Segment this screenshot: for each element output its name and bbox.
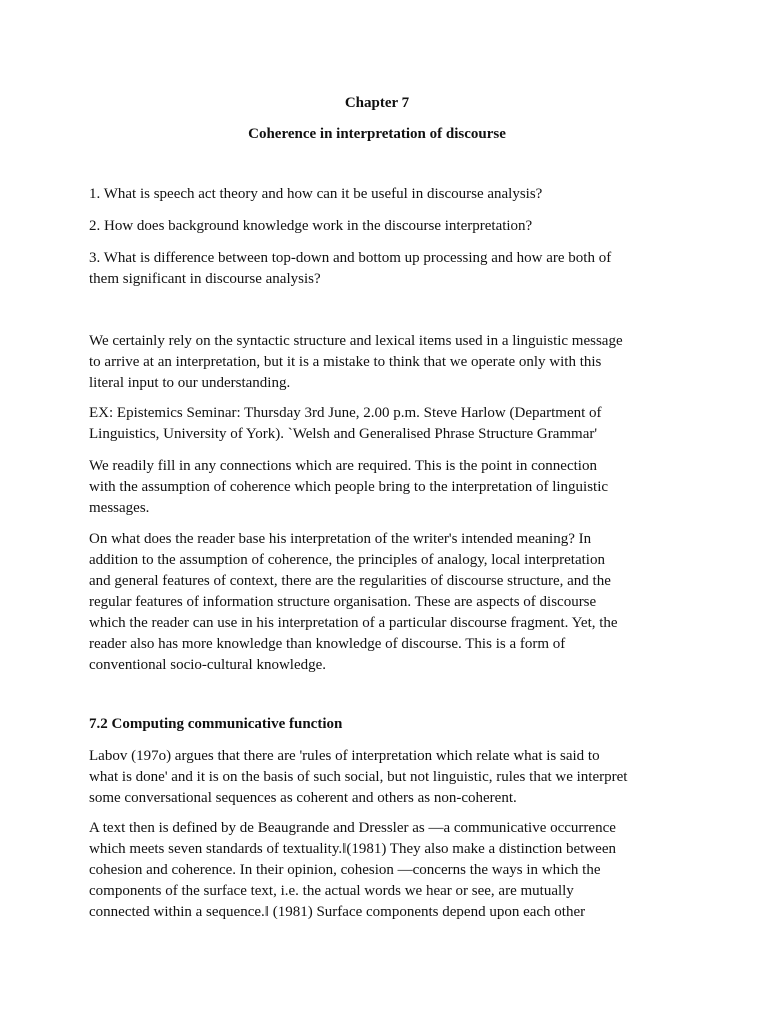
chapter-heading: Chapter 7 xyxy=(344,95,410,111)
paragraph-1: We certainly rely on the syntactic structure and lexical items used in a linguistic message to arrive at an interpretation, but it is a mistake to think that we operate only with this literal input to our understanding. xyxy=(89,333,623,391)
chapter-title: Coherence in interpretation of discourse xyxy=(248,126,506,142)
question-3: 3. What is difference between top-down and bottom up processing and how are both of them significant in discourse analysis? xyxy=(89,250,612,287)
question-2: 2. How does background knowledge work in the discourse interpretation? xyxy=(89,218,533,234)
paragraph-3: On what does the reader base his interpretation of the writer's intended meaning? In addition to the assumption of coherence, the principles of analogy, local interpretation and general features of context, there are the regularities of discourse structure, and the regular features of information structure organisation. These are aspects of discourse which the reader can use in his interpretation of a particular discourse fragment. Yet, the reader also has more knowledge than knowledge of discourse. This is a form of conventional socio-cultural knowledge. xyxy=(89,531,618,673)
section-heading: 7.2 Computing communicative function xyxy=(89,716,343,732)
section-paragraph-2: A text then is defined by de Beaugrande and Dressler as —a communicative occurrence which meets seven standards of textuality.‖(1981) They also make a distinction between cohesion and coherence. In their opinion, cohesion —concerns the ways in which the components of the surface text, i.e. the actual words we hear or see, are mutually connected within a sequence.‖ (1981) Surface components depend upon each other xyxy=(89,820,616,920)
question-1: 1. What is speech act theory and how can it be useful in discourse analysis? xyxy=(89,186,543,202)
paragraph-example: EX: Epistemics Seminar: Thursday 3rd June, 2.00 p.m. Steve Harlow (Department of Linguistics, University of York). `Welsh and Generalised Phrase Structure Grammar' xyxy=(89,405,602,442)
section-paragraph-1: Labov (197o) argues that there are 'rules of interpretation which relate what is said to what is done' and it is on the basis of such social, but not linguistic, rules that we interpret some conversational sequences as coherent and others as non-coherent. xyxy=(89,748,628,806)
paragraph-2: We readily fill in any connections which are required. This is the point in connection with the assumption of coherence which people bring to the interpretation of linguistic messages. xyxy=(89,458,609,516)
